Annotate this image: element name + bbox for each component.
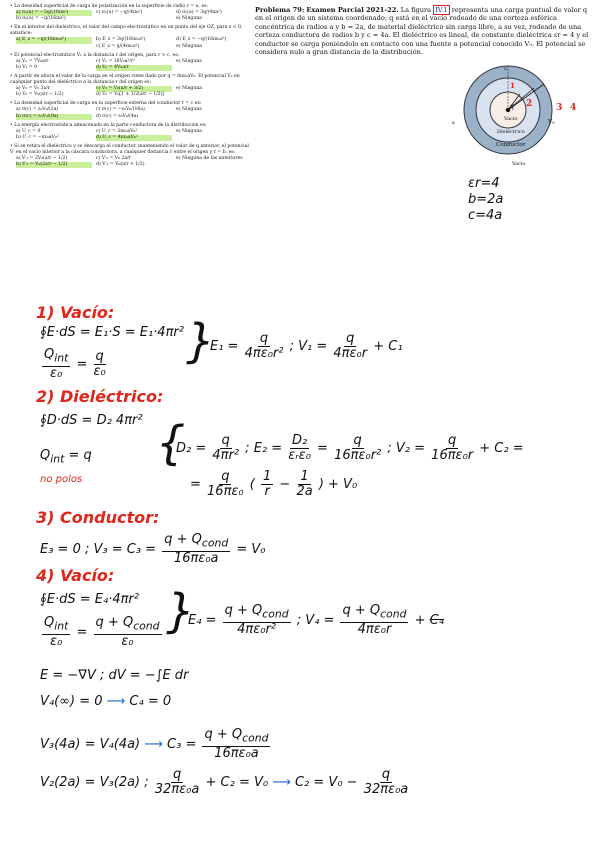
question-stem: • El potencial electrostático V₁ a la distancia r del origen, para r > c, es: <box>10 53 252 59</box>
answer-option: b) V₂ = V₀(a/r − 1/2) <box>16 92 64 98</box>
question-item <box>10 144 252 168</box>
answer-option: c) V₂ = V₀(a/r + 3/2) <box>96 86 172 92</box>
answer-option: a) σₚ(a) = −3q/(16πa²) <box>16 10 92 16</box>
answer-option <box>96 16 172 22</box>
eq-boundary-3: V₂(2a) = V₃(2a) ; $\frac{q}{\text{32πε₀a}}$ + C₂ = V₀ ⟶ C₂ = V₀ − $\frac{q}{\text{32πε₀a}}$ <box>40 767 409 797</box>
eq-gauss-1: ∮E·dS = E₁·S = E₁·4πr² <box>40 325 184 340</box>
answer-option: c) σ(c) = −ε₀V₀/(16a) <box>96 107 145 113</box>
eq-result-1: E₁ = $\frac{q}{\text{4πε₀r²}}$ ; V₁ = $\frac{q}{\text{4πε₀r}}$ + C₁ <box>210 331 403 361</box>
note-c: c=4a <box>468 208 503 223</box>
eq-result-2: D₂ = $\frac{q}{\text{4πr²}}$ ; E₂ = $\frac{\text{D₂}}{\text{εᵣε₀}}$ = $\frac{q}{\text{16πε₀r²}}$ ; V₂ = $\frac{q}{\text{16πε₀r}}$ + C₂ = <box>176 433 524 463</box>
label-dielectrico: Dieléctrico <box>497 129 525 135</box>
answer-option <box>176 114 252 120</box>
given-notes <box>468 176 503 224</box>
answer-option: b) V₁ = 0 <box>16 64 38 70</box>
answer-option: a) V₁ = 7V₀a/r <box>16 58 49 64</box>
answer-option: e) Ninguna <box>176 16 203 22</box>
section-1-title: 1) Vacío: <box>36 303 115 322</box>
label-q: q <box>510 103 514 110</box>
problem-pre: La figura <box>400 6 432 14</box>
region-number-2: 2 <box>526 99 533 109</box>
note-no-polos: no polos <box>40 474 83 485</box>
answer-option: e) Ninguna de las anteriores <box>176 156 243 162</box>
answer-option: e) Ninguna <box>176 86 203 92</box>
answer-option: e) Ninguna <box>176 128 203 134</box>
answer-option: b) E_z = 3q/(16πε₀z²) <box>96 37 146 43</box>
eq-qint-1: $\frac{Q_{int}}{\text{ε₀}}$ = $\frac{q}{\text{ε₀}}$ <box>44 347 106 381</box>
label-v0: V₀ <box>548 119 555 126</box>
eq-qint-2: $Q_{int} = q$ <box>40 448 92 466</box>
region-number-1: 1 <box>510 81 515 90</box>
answer-option: a) σ(c) = ε₀V₀/(2a) <box>16 107 59 113</box>
answer-option: c) U_c = 2πε₀aV₀² <box>96 128 138 134</box>
axis-x: x <box>452 120 455 126</box>
question-item <box>10 101 252 119</box>
eq-qint-4: $\frac{Q_{int}}{\text{ε₀}}$ = $\frac{q + Q_{cond}}{\text{ε₀}}$ <box>44 615 160 649</box>
section-2-title: 2) Dieléctrico: <box>36 387 164 406</box>
region-number-3: 3 <box>556 103 563 113</box>
answer-option: d) V₂ = V₀[1 + 1/2(a/r − 1/2)] <box>96 92 165 98</box>
question-stem: • La densidad superficial de carga de polarización en la superficie de radio r = a, es: <box>10 4 252 10</box>
question-item <box>10 53 252 71</box>
note-epsilon: εr=4 <box>468 176 500 191</box>
answer-option: c) E_z = q/(4πε₀z²) <box>96 43 140 49</box>
eq-result-3: E₃ = 0 ; V₃ = C₃ = $\frac{q + Q_{cond}}{\text{16πε₀a}}$ = V₀ <box>40 532 266 566</box>
question-item <box>10 25 252 49</box>
label-vacio: Vacío <box>504 116 518 122</box>
answer-option <box>176 135 252 141</box>
question-stem: • La energía electrostática almacenada en la parte conductora de la distribución es: <box>10 123 252 129</box>
problem-text: representa una carga puntual de valor q en el origen de un sistema coordenado; q está en el vacío rodeado de una corteza esférica concéntrica de radios a y b = 2a, de material dieléctrico sin carga libre, a su vez, rodeado de una corteza conductora de radios b y c = 4a. El dieléctrico es lineal, de constante dieléctrica εr = 4 y el conductor se carga poniéndolo en contacto con una fuente a potencial conocido V₀. El potencial se considera nulo a gran distancia de la distribución. <box>255 6 589 57</box>
answer-option: b) σ(c) = ε₀V₀/(8a) <box>16 114 92 120</box>
problem-label: Problema 79: <box>255 6 305 14</box>
section-3-title: 3) Conductor: <box>36 508 160 527</box>
label-conductor: Conductor <box>496 142 526 148</box>
answer-option: d) σ(c) = ε₀V₀/(4a) <box>96 113 139 119</box>
answer-option <box>176 162 252 168</box>
section-4-title: 4) Vacío: <box>36 566 115 585</box>
region-number-4: 4 <box>570 103 577 113</box>
eq-result-4: E₄ = $\frac{q + Q_{cond}}{\text{4πε₀r²}}$ ; V₄ = $\frac{q + Q_{cond}}{\text{4πε₀r}}$ + C₄ <box>188 603 444 637</box>
answer-option <box>16 44 92 50</box>
axis-z: z <box>504 66 507 72</box>
eq-boundary-1: V₄(∞) = 0 ⟶ C₄ = 0 <box>40 694 172 709</box>
answer-option: e) Ninguna <box>176 107 203 113</box>
eq-boundary-2: V₃(4a) = V₄(4a) ⟶ C₃ = $\frac{q + Q_{cond}}{\text{16πε₀a}}$ <box>40 727 269 761</box>
figure-reference-link[interactable]: IV.1 <box>435 6 448 14</box>
eq-gauss-4: ∮E·dS = E₄·4πr² <box>40 592 139 607</box>
answer-option: a) V₂ = V₀ 3a/r <box>16 86 50 92</box>
answer-option <box>176 65 252 71</box>
answer-option: a) V′₂ = 2V₀(a/r − 1/2) <box>16 156 68 162</box>
answer-option: b) V′₂ = V₀(2a/r − 1/2) <box>16 162 92 168</box>
question-list <box>10 4 252 171</box>
answer-option: a) E_z = −q/(16πε₀z²) <box>16 37 92 43</box>
answer-option: a) U_c = 0 <box>16 128 41 134</box>
question-item <box>10 123 252 141</box>
answer-option: d) E_z = −q/(16πε₀z²) <box>176 37 227 43</box>
question-stem: • En el interior del dieléctrico, el valor del campo electrostático en un punto del eje OZ, para z < 0, satisface: <box>10 25 252 37</box>
spheres-figure <box>452 62 590 167</box>
label-vacio-out: Vacío <box>512 161 526 167</box>
note-b: b=2a <box>468 192 504 207</box>
answer-option: d) σₚ(a) = 3q/(4πa²) <box>176 10 222 16</box>
answer-option: c) V₁ = 16V₀a²/r² <box>96 58 135 64</box>
answer-option: b) U_c = −πε₀aV₀² <box>16 134 59 140</box>
eq-gradient: E = −∇V ; dV = −∫E dr <box>40 668 189 683</box>
answer-option: d) V′₂ = V₀(a/r + 1/2) <box>96 162 145 168</box>
question-item <box>10 4 252 22</box>
answer-option <box>176 92 252 98</box>
answer-option: c) V′₂ = V₀ 2a/r <box>96 156 131 162</box>
eq-gauss-2: ∮D·dS = D₂ 4πr² <box>40 413 143 428</box>
problem-statement <box>255 6 589 56</box>
question-stem: • A partir de ahora el valor de la carga en el origen viene dado por q = 8πε₀aV₀. El potencial V₂ en cualquier punto del dieléctrico a la distancia r del origen es: <box>10 74 252 86</box>
answer-option: b) σₚ(a) = −q/(16πa²) <box>16 16 66 22</box>
question-stem: • Si se retira el dieléctrico y se descarga el conductor, manteniendo el valor de q anterior, el potencial V′ en el vacío interior a la cáscara conductora, a cualquier distancia r entre el origen y r = b, es: <box>10 144 252 156</box>
eq-result-2b: = $\frac{q}{\text{16πε₀}}$ ( $\frac{1}{r}$ − $\frac{1}{2a}$ ) + V₀ <box>190 469 358 499</box>
question-item <box>10 74 252 98</box>
answer-option: e) Ninguna <box>176 43 203 49</box>
answer-option: c) σₚ(a) = −q/(4πa²) <box>96 10 143 16</box>
answer-option: d) U_c = 4πε₀aV₀² <box>96 135 172 141</box>
question-stem: • La densidad superficial de carga en la superficie externa del conductor r = c es: <box>10 101 252 107</box>
answer-option: d) V₁ = 4V₀a/r <box>96 65 172 71</box>
exam-label: Examen Parcial 2021-22. <box>306 6 399 14</box>
answer-option: e) Ninguna <box>176 58 203 64</box>
